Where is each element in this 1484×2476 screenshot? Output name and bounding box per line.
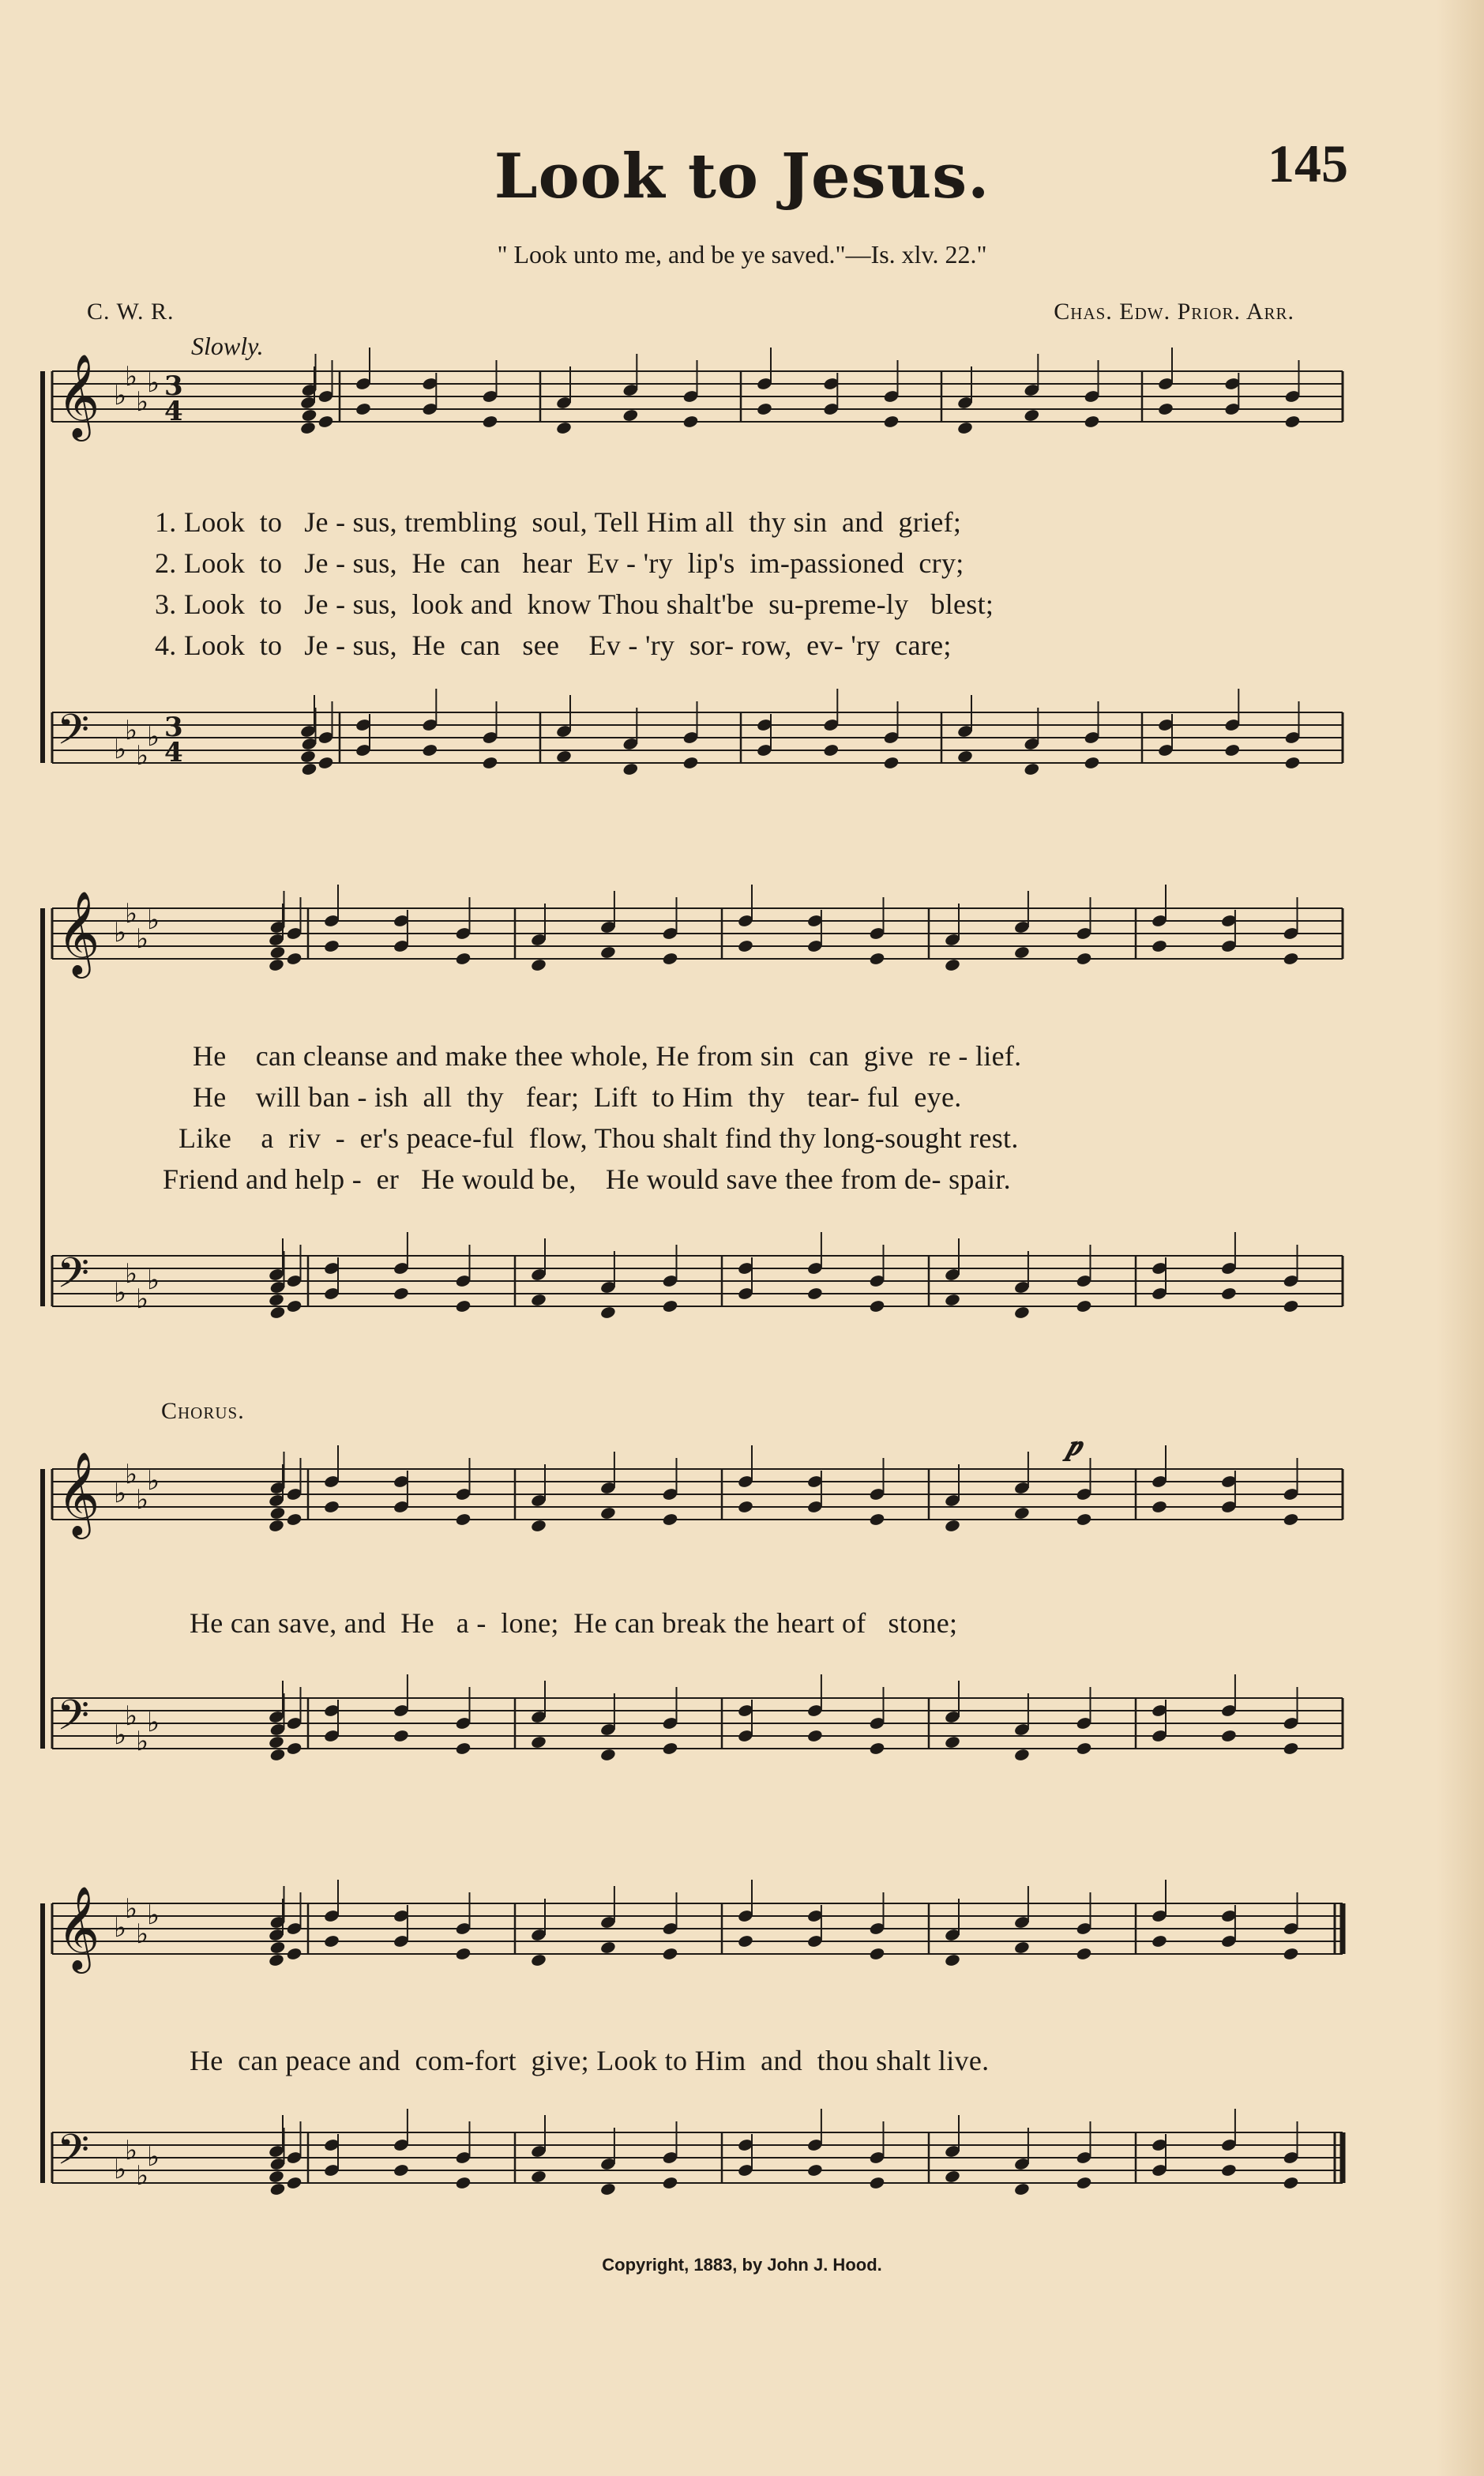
s3-treble-note-head [869,1512,885,1527]
s4-treble-note-head [944,1953,960,1967]
s2-bass-note-head [530,1293,547,1307]
s4-bass-note-head [662,2176,678,2190]
s2-treble-note-head [944,958,960,972]
bass-clef-icon: 𝄢 [57,1249,90,1308]
flat-icon: ♭ [147,1465,160,1497]
verse-3-line-1: 3. Look to Je - sus, look and know Thou shalt'be su-preme-ly blest; [155,588,994,620]
s2-bass-note-head [806,1287,823,1301]
s1-bass-note-head [823,743,840,757]
time-signature-bottom: 4 [164,737,183,768]
s1-treble-note-head [301,408,317,423]
treble-clef-icon: 𝄞 [57,890,100,975]
flat-icon: ♭ [136,1484,149,1516]
time-signature-top: 3 [164,712,183,743]
s2-bass-note-head [869,1299,885,1313]
flat-icon: ♭ [136,923,149,955]
s2-bass-note-head [662,1299,678,1313]
s1-bass-note-head [317,756,334,770]
s2-treble-note-head [455,952,471,966]
flat-icon: ♭ [114,1719,127,1751]
s4-bass-note-head [530,2170,547,2184]
time-signature-top: 3 [164,370,183,402]
flat-icon: ♭ [114,1912,127,1944]
s1-bass-note-head [422,743,438,757]
s3-bass-note-head [662,1741,678,1756]
s2-bass-note-head [599,1306,616,1320]
time-signature-bottom: 4 [164,396,183,427]
flat-icon: ♭ [147,721,160,753]
s2-treble-note-head [1151,939,1167,953]
s4-treble-note-head [286,1947,302,1961]
hymn-title: Look to Jesus. [494,141,990,212]
verse-1-line-1: 1. Look to Je - sus, trembling soul, Tell Him all thy sin and grief; [155,506,962,538]
s2-bass-note-head [269,1306,286,1320]
s2-bass-note-head [1220,1287,1237,1301]
s4-bass-note-head [806,2163,823,2177]
s3-treble-note-head [1013,1506,1030,1520]
s2-treble-note-head [1283,952,1299,966]
s2-treble-note-head [1013,945,1030,960]
s2-treble-note-head [286,952,302,966]
s1-treble-note-head [1024,408,1040,423]
s2-treble-note-head [869,952,885,966]
s1-treble-note-head [1157,402,1174,416]
s3-treble-note-head [599,1506,616,1520]
s3-bass-note-head [268,1735,284,1749]
s4-bass-note-head [944,2170,960,2184]
s4-bass-note-head [1220,2163,1237,2177]
s1-bass-note-head [1284,756,1301,770]
verse-2-line-2: He will ban - ish all thy fear; Lift to Him thy tear- ful eye. [193,1081,962,1113]
s1-treble-note-head [682,415,699,429]
flat-icon: ♭ [114,1277,127,1309]
composer-credit: Chas. Edw. Prior. Arr. [1054,299,1294,325]
s2-bass-note-head [1076,1299,1092,1313]
s1-treble-note-head [555,421,572,435]
flat-icon: ♭ [147,367,160,399]
flat-icon: ♭ [125,2135,138,2166]
s2-bass-note-head [1283,1299,1299,1313]
flat-icon: ♭ [136,2160,149,2192]
s4-treble-note-head [599,1941,616,1955]
s2-bass-note-head [393,1287,409,1301]
s3-treble-note-head [1283,1512,1299,1527]
flat-icon: ♭ [114,380,127,411]
bass-clef-icon: 𝄢 [57,1692,90,1750]
flat-icon: ♭ [136,1918,149,1950]
s1-treble-note-head [883,415,900,429]
s2-bass-note-head [944,1293,960,1307]
s4-bass-note-head [268,2170,284,2184]
s2-bass-note-head [286,1299,302,1313]
s4-bass-note-head [1076,2176,1092,2190]
flat-icon: ♭ [114,1478,127,1509]
s2-treble-note-head [530,958,547,972]
flat-icon: ♭ [147,904,160,936]
s1-treble-note-head [622,408,639,423]
s1-bass-note-head [682,756,699,770]
flat-icon: ♭ [125,361,138,393]
flat-icon: ♭ [125,1459,138,1490]
s1-treble-note-head [1284,415,1301,429]
bass-clef-icon: 𝄢 [57,2126,90,2185]
s4-bass-note-head [1283,2176,1299,2190]
s1-bass-note-head [482,756,498,770]
s3-treble-note-head [1151,1500,1167,1514]
s1-treble-note-head [1084,415,1100,429]
s3-bass-note-head [1220,1729,1237,1743]
s4-treble-note-head [737,1934,753,1948]
s3-bass-note-head [869,1741,885,1756]
s3-bass-note-head [1076,1741,1092,1756]
flat-icon: ♭ [125,715,138,746]
s3-bass-note-head [1283,1741,1299,1756]
s4-treble-note-head [1076,1947,1092,1961]
s3-treble-note-head [455,1512,471,1527]
s1-bass-note-head [1024,762,1040,776]
treble-clef-icon: 𝄞 [57,1451,100,1535]
flat-icon: ♭ [114,917,127,949]
s2-bass-note-head [268,1293,284,1307]
s2-treble-note-head [662,952,678,966]
flat-icon: ♭ [114,734,127,765]
s4-bass-note-head [869,2176,885,2190]
chorus-line-2: He can peace and com-fort give; Look to Him and thou shalt live. [190,2045,990,2076]
verse-4-line-2: Friend and help - er He would be, He would save thee from de- spair. [163,1163,1011,1195]
s1-bass-note-head [622,762,639,776]
flat-icon: ♭ [147,1707,160,1738]
tempo-marking: Slowly. [191,332,264,360]
s3-treble-note-head [662,1512,678,1527]
s2-bass-note-head [455,1299,471,1313]
scripture-epigraph: " Look unto me, and be ye saved."—Is. xlv. 22." [497,240,987,269]
s3-bass-note-head [530,1735,547,1749]
s1-bass-note-head [555,750,572,764]
s1-treble-note-head [355,402,371,416]
s4-treble-note-head [530,1953,547,1967]
s2-treble-note-head [269,945,286,960]
s3-bass-note-head [1013,1748,1030,1762]
flat-icon: ♭ [147,1899,160,1931]
s3-treble-note-head [286,1512,302,1527]
s3-treble-note-head [1076,1512,1092,1527]
s1-bass-note-head [883,756,900,770]
s3-treble-note-head [944,1519,960,1533]
s4-treble-note-head [1151,1934,1167,1948]
bass-clef-icon: 𝄢 [57,706,90,765]
s3-bass-note-head [393,1729,409,1743]
s4-treble-note-head [455,1947,471,1961]
treble-clef-icon: 𝄞 [57,1885,100,1970]
s3-bass-note-head [599,1748,616,1762]
s1-bass-note-head [1224,743,1241,757]
s2-treble-note-head [1076,952,1092,966]
s4-bass-note-head [1013,2182,1030,2196]
flat-icon: ♭ [147,1264,160,1296]
verse-2-line-1: 2. Look to Je - sus, He can hear Ev - 'ry lip's im-passioned cry; [155,547,964,579]
flat-icon: ♭ [136,1283,149,1315]
s2-treble-note-head [599,945,616,960]
s3-bass-note-head [944,1735,960,1749]
s3-bass-note-head [806,1729,823,1743]
s3-bass-note-head [455,1741,471,1756]
flat-icon: ♭ [125,1258,138,1290]
s3-treble-note-head [269,1506,286,1520]
page-edge-shading [1437,0,1484,2476]
s2-treble-note-head [268,958,284,972]
s4-bass-note-head [286,2176,302,2190]
s4-bass-note-head [599,2182,616,2196]
flat-icon: ♭ [136,740,149,772]
s4-bass-note-head [455,2176,471,2190]
s1-treble-note-head [482,415,498,429]
s4-treble-note-head [1283,1947,1299,1961]
chorus-line-1: He can save, and He a - lone; He can break the heart of stone; [190,1607,958,1639]
s1-bass-note-head [301,762,317,776]
flat-icon: ♭ [125,1700,138,1732]
page-number: 145 [1268,133,1348,193]
verse-1-line-2: He can cleanse and make thee whole, He from sin can give re - lief. [193,1040,1022,1072]
s3-treble-note-head [323,1500,340,1514]
s1-treble-note-head [317,415,334,429]
s1-bass-note-head [299,750,316,764]
lyricist-credit: C. W. R. [87,299,175,325]
s2-treble-note-head [737,939,753,953]
s3-bass-note-head [286,1741,302,1756]
s1-treble-note-head [299,421,316,435]
s4-treble-note-head [269,1941,286,1955]
s3-treble-note-head [737,1500,753,1514]
flat-icon: ♭ [136,1726,149,1757]
flat-icon: ♭ [125,1893,138,1925]
copyright-notice: Copyright, 1883, by John J. Hood. [602,2255,882,2275]
s3-treble-note-head [268,1519,284,1533]
s4-treble-note-head [1013,1941,1030,1955]
verse-3-line-2: Like a riv - er's peace-ful flow, Thou shalt find thy long-sought rest. [178,1122,1019,1154]
s4-bass-note-head [269,2182,286,2196]
s1-treble-note-head [756,402,772,416]
piano-dynamic-icon: 𝆏 [1068,1429,1082,1462]
s1-bass-note-head [1084,756,1100,770]
s3-treble-note-head [530,1519,547,1533]
s4-bass-note-head [393,2163,409,2177]
s2-bass-note-head [1013,1306,1030,1320]
verse-4-line-1: 4. Look to Je - sus, He can see Ev - 'ry sor- row, ev- 'ry care; [155,629,952,661]
s3-bass-note-head [269,1748,286,1762]
s4-treble-note-head [662,1947,678,1961]
flat-icon: ♭ [136,386,149,418]
treble-clef-icon: 𝄞 [57,353,100,438]
s2-treble-note-head [323,939,340,953]
s4-treble-note-head [323,1934,340,1948]
flat-icon: ♭ [125,898,138,930]
s1-bass-note-head [956,750,973,764]
flat-icon: ♭ [114,2154,127,2185]
s1-treble-note-head [956,421,973,435]
flat-icon: ♭ [147,2141,160,2173]
s4-treble-note-head [268,1953,284,1967]
s4-treble-note-head [869,1947,885,1961]
chorus-label: Chorus. [161,1398,245,1424]
